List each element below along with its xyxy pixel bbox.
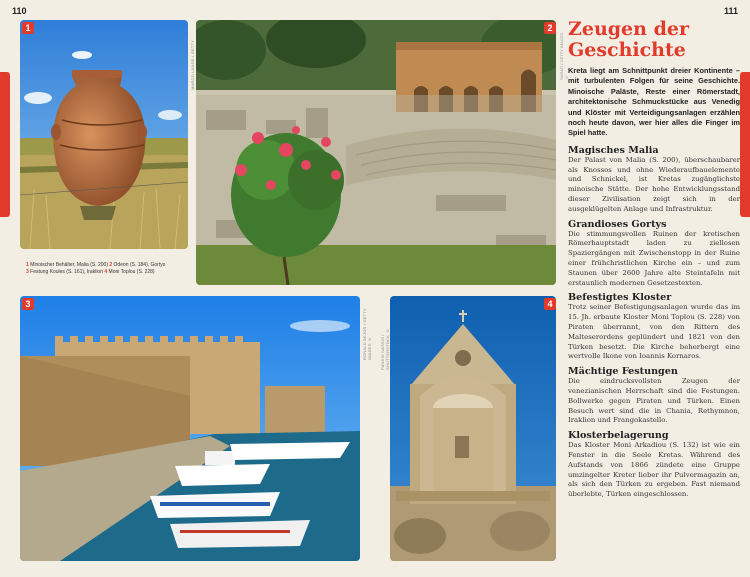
page-title-line-1: Zeugen der [568,18,689,40]
photo-badge-1: 1 [22,22,34,34]
section-heading-kloster: Befestigtes Kloster [568,292,672,304]
section-heading-malia: Magisches Malia [568,144,659,156]
section-heading-klosterbelagerung: Klosterbelagerung [568,430,669,442]
photo-gortys-odeon [196,20,556,285]
intro-paragraph: Kreta liegt am Schnittpunkt dreier Kontinente – mit turbulenten Folgen für seine Geschichte. Minoische Paläste, Reste einer Römerstadt, architektonische Schmuckstücke aus Venedig und Klöster mit Verteidigungsanlagen erzählen noch heute davon, wer hier alles die Finger im Spiel hatte. [568,66,740,138]
section-body-festungen: Die eindrucksvollsten Zeugen der venezianischen Herrschaft sind die Festungen. Bollwerke gegen Piraten und Türken. Einen Besuch wert sind die in Chania, Rethymnon, Iraklion und Frangokastello. [568,377,740,425]
photo-credit-2: SARATI / GETTY IMAGES © [559,32,569,80]
section-body-kloster: Trotz seiner Befestigungsanlagen wurde das im 15. Jh. erbaute Kloster Moni Toplou (S. 228) von Piraten überrannt, von den Rittern des Malteserordens geplündert und 1821 von den Türken besetzt. Die Kirche beherbergt eine wertvolle Ikone von Ioannis Kornaros. [568,303,740,361]
caption-text-3: Festung Koules (S. 161), Iraklion [28,269,105,275]
photo-credit-1: MARCO LANGE / GETTY [190,40,195,90]
photo-captions [26,262,191,276]
page-number-left: 110 [12,6,27,16]
section-body-gortys: Die stimmungsvollen Ruinen der kretischen Römerhauptstadt laden zu ziellosen Spaziergängen mit Zwischenstopp in der Ruine einer frühchristlichen Kirche ein – und zum Staunen über 2600 Jahre alte Steintafeln mit erstaunlich modernen Gesetzestexten. [568,229,740,287]
photo-badge-4: 4 [544,298,556,310]
caption-text-1: Minoischer Behälter, Malia (S. 200) [28,262,110,268]
caption-number-4: 4 [104,269,108,275]
caption-number-3: 3 [26,269,29,275]
chapter-tab-right [740,72,750,217]
photo-badge-3: 3 [22,298,34,310]
section-heading-gortys: Grandioses Gortys [568,218,667,230]
caption-text-4: Moni Toplou (S. 228) [107,269,155,275]
chapter-tab-left [0,72,10,217]
page-title-line-2: Geschichte [568,39,686,61]
photo-moni-toplou [390,296,556,561]
section-heading-festungen: Mächtige Festungen [568,366,678,378]
caption-number-2: 2 [109,262,113,268]
page-number-right: 111 [723,6,738,16]
photo-koules-fortress [20,296,360,561]
text-column [568,19,740,500]
photo-credit-3: RONALD BEJOR / GETTY IMAGES © [362,308,372,360]
photo-minoan-vessel [20,20,188,249]
photo-credit-4: PANDIS NASSIS / SHUTTERSTOCK © [380,328,390,370]
section-body-klosterbelagerung: Das Kloster Moni Arkadiou (S. 132) ist wie ein Fenster in die Seele Kretas. Während des Aufstands von 1866 zündete eine Gruppe umzingelter Kreter lieber ihr Pulvermagazin an, als sich den Türken zu ergeben. Fast niemand überlebte, Türken eingeschlossen. [568,441,740,499]
photo-badge-2: 2 [544,22,556,34]
caption-number-1: 1 [26,262,29,268]
section-body-malia: Der Palast von Malia (S. 200), überschaubarer als Knossos und ohne Wiederaufbauelemente und Schnickel, ist Kretas zugänglichste minoische Stätte. Der hohe Entwicklungsstand dieser Zivilisation zeigt sich in der ausgeklügelten Anlage und Infrastruktur. [568,155,740,213]
caption-text-2: Odeon (S. 184), Gortys [112,262,166,268]
